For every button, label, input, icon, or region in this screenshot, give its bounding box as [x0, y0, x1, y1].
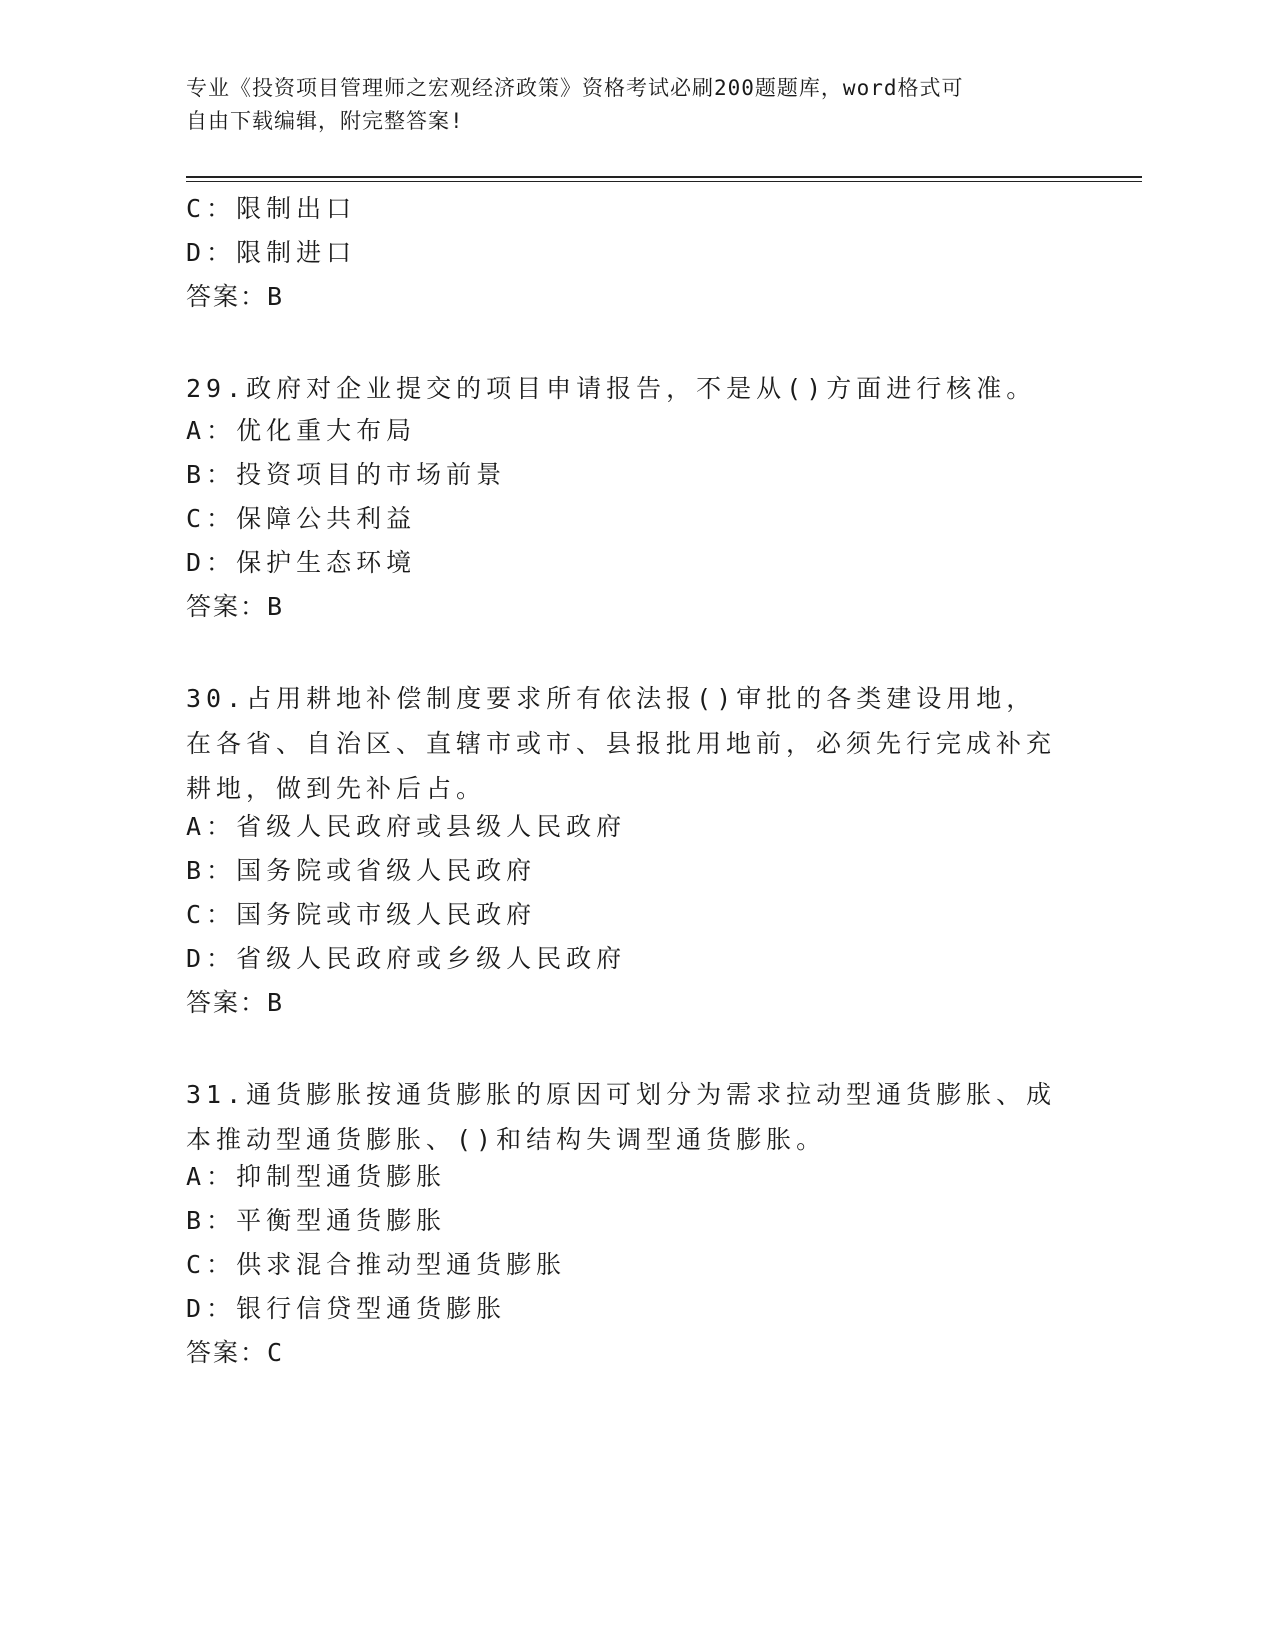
option-a: A：优化重大布局: [186, 416, 417, 445]
header-rule-thick: [186, 176, 1142, 178]
option-c: C：保障公共利益: [186, 504, 417, 533]
answer: 答案：B: [186, 592, 285, 621]
question-stem: 30.占用耕地补偿制度要求所有依法报()审批的各类建设用地，在各省、自治区、直辖市或市、县报批用地前，必须先行完成补充耕地，做到先补后占。: [186, 684, 1057, 803]
question-stem: 29.政府对企业提交的项目申请报告，不是从()方面进行核准。: [186, 374, 1037, 403]
option-c: C：限制出口: [186, 194, 357, 223]
option-d: D：银行信贷型通货膨胀: [186, 1294, 507, 1323]
option-d: D：保护生态环境: [186, 548, 417, 577]
option-c: C：供求混合推动型通货膨胀: [186, 1250, 567, 1279]
option-a: A：省级人民政府或县级人民政府: [186, 812, 627, 841]
answer: 答案：B: [186, 988, 285, 1017]
option-a: A：抑制型通货膨胀: [186, 1162, 447, 1191]
option-d: D：省级人民政府或乡级人民政府: [186, 944, 627, 973]
option-b: B：投资项目的市场前景: [186, 460, 507, 489]
option-d: D：限制进口: [186, 238, 357, 267]
option-b: B：平衡型通货膨胀: [186, 1206, 447, 1235]
option-b: B：国务院或省级人民政府: [186, 856, 537, 885]
header-line-1: 专业《投资项目管理师之宏观经济政策》资格考试必刷200题题库，word格式可: [186, 76, 964, 100]
option-c: C：国务院或市级人民政府: [186, 900, 537, 929]
answer: 答案：C: [186, 1338, 285, 1367]
question-stem: 31.通货膨胀按通货膨胀的原因可划分为需求拉动型通货膨胀、成本推动型通货膨胀、()和结构失调型通货膨胀。: [186, 1080, 1057, 1154]
answer: 答案：B: [186, 282, 285, 311]
header-rule-thin: [186, 181, 1142, 182]
page-header: [186, 72, 1076, 138]
header-line-2: 自由下载编辑，附完整答案!: [186, 109, 464, 133]
